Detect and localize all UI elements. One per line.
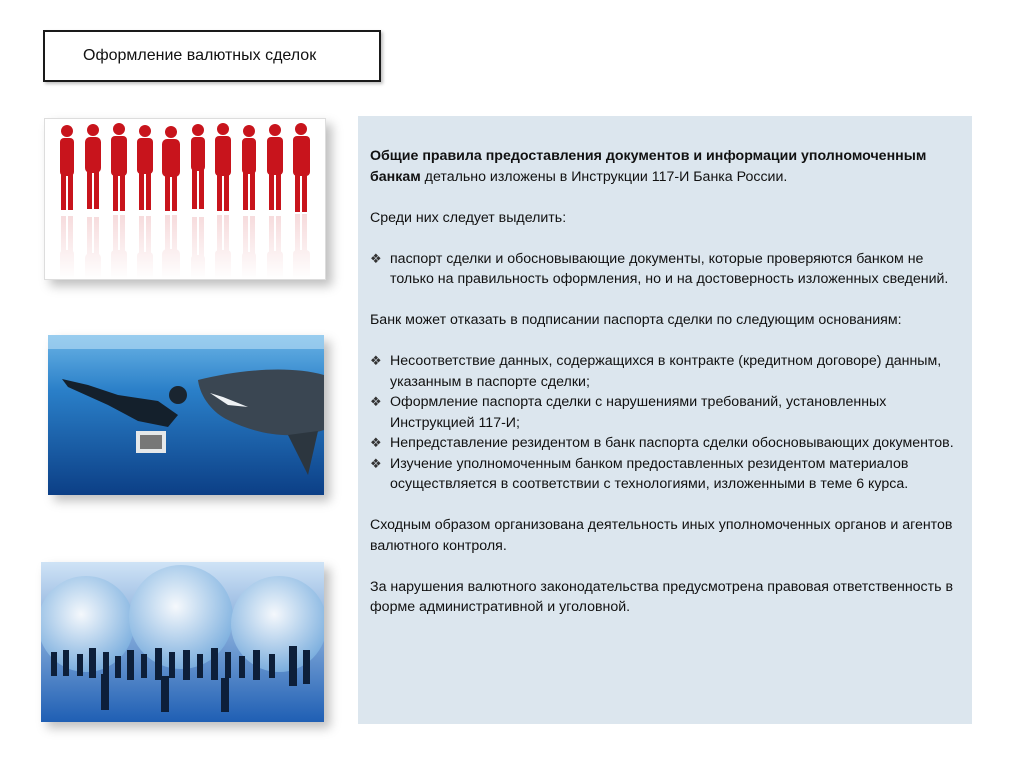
diamond-bullet-icon: ❖ [370,250,382,266]
people-silhouettes-graphic [45,119,325,279]
list-item: ❖ паспорт сделки и обосновывающие документы, которые проверяются банком не только на правильность оформления, но и на достоверность изложенных сведений. [370,250,949,287]
intro-paragraph [370,146,962,187]
intro-bold: Общие правила предоставления документов и информации уполномоченным банкам [370,148,927,185]
slide-title-text: Оформление валютных сделок [83,47,317,64]
list-item: ❖ Оформление паспорта сделки с нарушениями требований, установленных Инструкцией 117-И; [370,394,887,431]
list-item: ❖ Изучение уполномоченным банком предоставленных резидентом материалов осуществляется в соответствии с технологиями, изложенными в теме 6 курса. [370,455,909,492]
content-panel [358,116,972,724]
business-globes-graphic [41,562,324,722]
list-item: ❖ Непредставление резидентом в банк паспорта сделки обосновывающих документов. [370,433,962,454]
intro-rest: детально изложены в Инструкции 117-И Банка России. [420,168,788,185]
list-item: ❖ Несоответствие данных, содержащихся в контракте (кредитном договоре) данным, указанным в паспорте сделки; [370,353,942,390]
diamond-bullet-icon: ❖ [370,353,382,368]
diver-shark-image [48,335,324,495]
slide-title [43,30,381,82]
refusal-line: Банк может отказать в подписании паспорта сделки по следующим основаниям: [370,312,902,328]
highlight-line: Среди них следует выделить: [370,209,567,226]
people-silhouettes-image [44,118,326,280]
business-globes-image [41,562,324,722]
diamond-bullet-icon: ❖ [370,394,382,409]
diamond-bullet-icon: ❖ [370,455,382,471]
liability-paragraph: За нарушения валютного законодательства предусмотрена правовая ответственность в форме административной и уголовной. [370,578,954,615]
similar-paragraph: Сходным образом организована деятельность иных уполномоченных органов и агентов валютного контроля. [370,517,953,554]
diamond-bullet-icon: ❖ [370,435,382,450]
diver-shark-graphic [48,335,324,495]
